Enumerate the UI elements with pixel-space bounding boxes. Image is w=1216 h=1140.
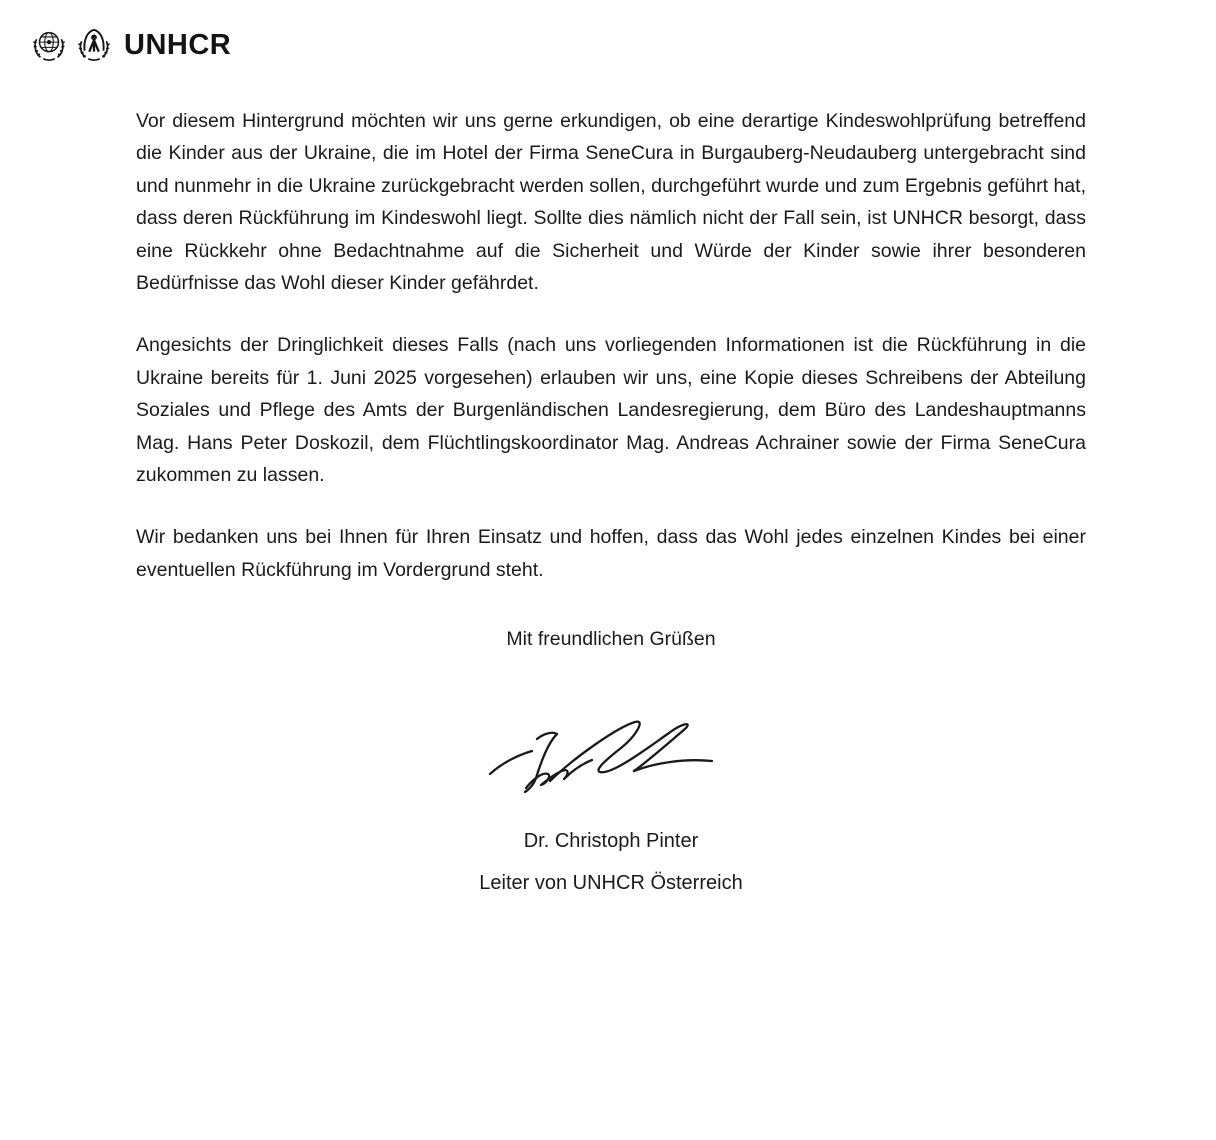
closing-salutation: Mit freundlichen Grüßen xyxy=(506,628,716,651)
un-emblem-icon xyxy=(30,26,68,64)
letter-body xyxy=(136,105,1086,900)
unhcr-logo xyxy=(30,26,231,64)
unhcr-emblem-icon xyxy=(75,26,113,64)
unhcr-wordmark: UNHCR xyxy=(124,28,232,61)
paragraph-1: Vor diesem Hintergrund möchten wir uns gerne erkundigen, ob eine derartige Kindeswohlprüfung betreffend die Kinder aus der Ukraine, die im Hotel der Firma SeneCura in Burgauberg-Neudauberg untergebracht sind und nunmehr in die Ukraine zurückgebracht werden sollen, durchgeführt wurde und zum Ergebnis geführt hat, dass deren Rückführung im Kindeswohl liegt. Sollte dies nämlich nicht der Fall sein, ist UNHCR besorgt, dass eine Rückkehr ohne Bedachtnahme auf die Sicherheit und Würde der Kinder sowie ihrer besonderen Bedürfnisse das Wohl dieser Kinder gefährdet. xyxy=(136,110,1086,295)
signature-block xyxy=(136,708,1086,809)
signatory-title: Leiter von UNHCR Österreich xyxy=(479,872,743,895)
signatory-name: Dr. Christoph Pinter xyxy=(523,829,699,852)
handwritten-signature-icon xyxy=(482,791,740,808)
paragraph-3: Wir bedanken uns bei Ihnen für Ihren Einsatz und hoffen, dass das Wohl jedes einzelnen Kindes bei einer eventuellen Rückführung im Vordergrund steht. xyxy=(136,526,1086,581)
paragraph-2: Angesichts der Dringlichkeit dieses Falls (nach uns vorliegenden Informationen ist die Rückführung in die Ukraine bereits für 1. Juni 2025 vorgesehen) erlauben wir uns, eine Kopie dieses Schreibens der Abteilung Soziales und Pflege des Amts der Burgenländischen Landesregierung, dem Büro des Landeshauptmanns Mag. Hans Peter Doskozil, dem Flüchtlingskoordinator Mag. Andreas Achrainer sowie der Firma SeneCura zukommen zu lassen. xyxy=(136,334,1086,487)
